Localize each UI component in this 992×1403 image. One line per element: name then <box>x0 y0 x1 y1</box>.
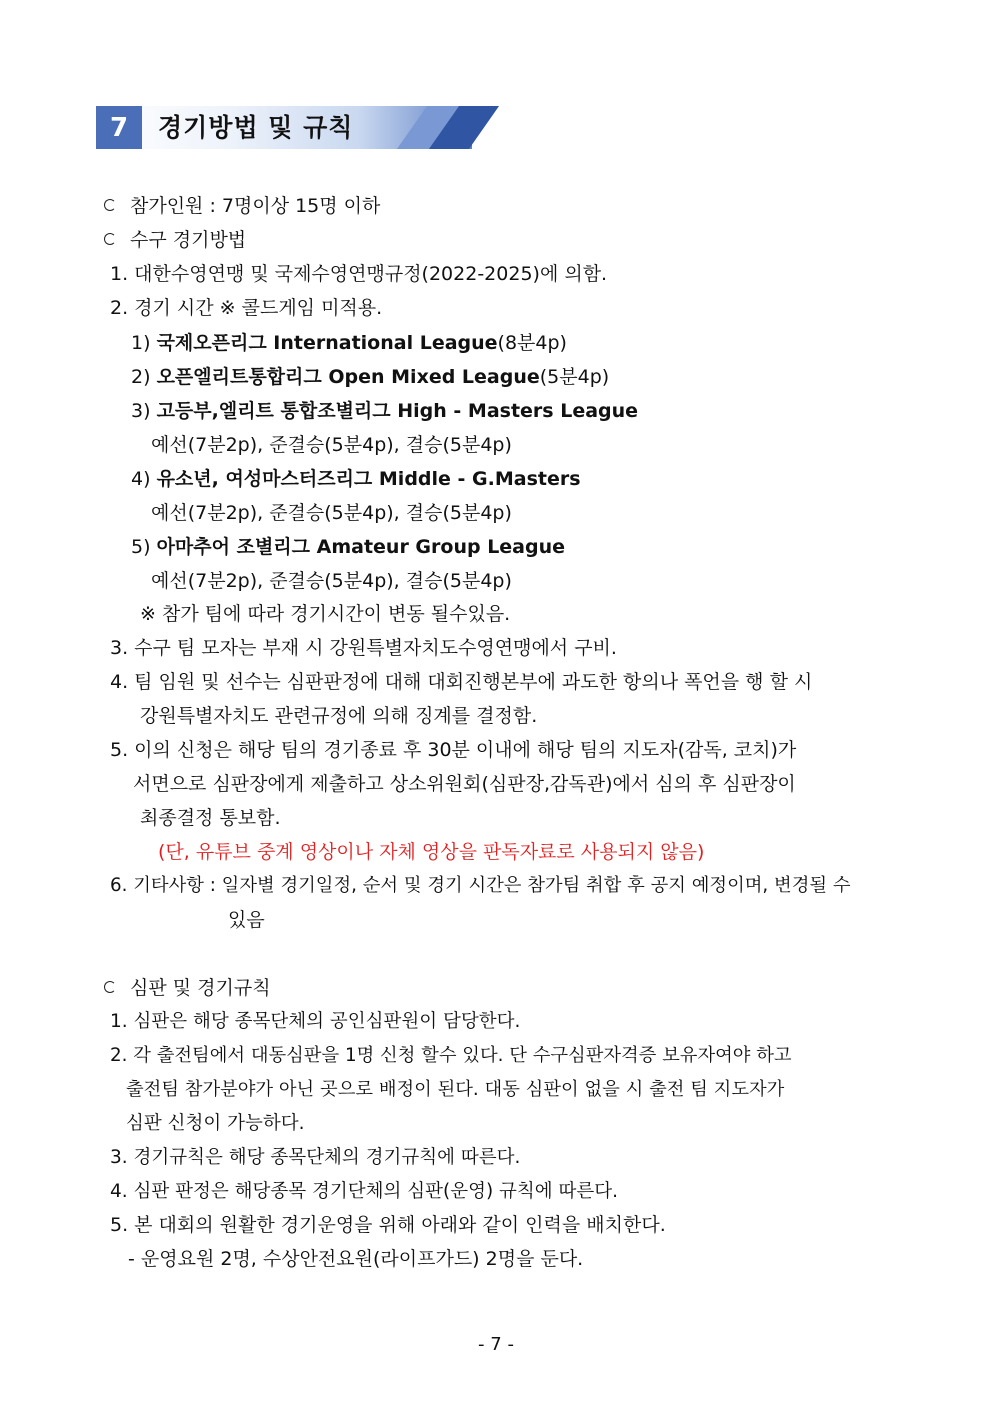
rule-5: 5. 이의 신청은 해당 팀의 경기종료 후 30분 이내에 해당 팀의 지도자(감독, 코치)가 <box>110 739 797 761</box>
league-number: 3) <box>131 400 151 422</box>
participants-text: 참가인원 : 7명이상 15명 이하 <box>130 195 381 217</box>
bullet-item <box>104 975 271 1001</box>
rule-6-cont: 있음 <box>228 909 265 931</box>
league-number: 4) <box>131 468 151 490</box>
bullet-item <box>104 193 380 219</box>
referee-rule-2-cont: 출전팀 참가분야가 아닌 곳으로 배정이 된다. 대동 심판이 없을 시 출전 팀 지도자가 <box>126 1079 785 1100</box>
rule-6: 6. 기타사항 : 일자별 경기일정, 순서 및 경기 시간은 참가팀 취합 후 공지 예정이며, 변경될 수 <box>110 875 851 896</box>
referee-rule-1: 1. 심판은 해당 종목단체의 공인심판원이 담당한다. <box>110 1011 521 1032</box>
league-time: (5분4p) <box>539 366 610 388</box>
league-time: (8분4p) <box>497 332 567 354</box>
league-name: 유소년, 여성마스터즈리그 Middle - G.Masters <box>156 468 581 490</box>
rule-5-cont: 최종결정 통보함. <box>140 807 281 829</box>
referee-rule-3: 3. 경기규칙은 해당 종목단체의 경기규칙에 따른다. <box>110 1147 521 1168</box>
league-name: 고등부,엘리트 통합조별리그 High - Masters League <box>156 400 639 422</box>
bullet-item <box>104 227 246 253</box>
league-1 <box>131 330 567 356</box>
rule-2: 2. 경기 시간 ※ 콜드게임 미적용. <box>110 297 383 319</box>
league-2 <box>131 364 609 390</box>
rule-4-cont: 강원특별자치도 관련규정에 의해 징계를 결정함. <box>140 705 538 727</box>
league-5 <box>131 534 565 560</box>
league-name: 국제오픈리그 International League <box>156 332 498 354</box>
league-name: 아마추어 조별리그 Amateur Group League <box>156 536 566 558</box>
time-note: ※ 참가 팀에 따라 경기시간이 변동 될수있음. <box>140 603 511 625</box>
staff-note: - 운영요원 2명, 수상안전요원(라이프가드) 2명을 둔다. <box>128 1248 584 1270</box>
rule-5-cont: 서면으로 심판장에게 제출하고 상소위원회(심판장,감독관)에서 심의 후 심판장이 <box>133 773 796 795</box>
section-number: 7 <box>96 106 142 149</box>
video-notice: (단, 유튜브 중계 영상이나 자체 영상을 판독자료로 사용되지 않음) <box>158 841 705 863</box>
league-4 <box>131 466 581 492</box>
circle-bullet-icon <box>104 199 116 211</box>
rule-4: 4. 팀 임원 및 선수는 심판판정에 대해 대회진행본부에 과도한 항의나 폭언을 행 할 시 <box>110 671 813 693</box>
league-3 <box>131 398 638 424</box>
method-heading: 수구 경기방법 <box>130 229 247 251</box>
league-number: 2) <box>131 366 151 388</box>
league-5-schedule: 예선(7분2p), 준결승(5분4p), 결승(5분4p) <box>151 570 512 592</box>
page-number: - 7 - <box>478 1334 514 1355</box>
referee-rule-2-cont: 심판 신청이 가능하다. <box>126 1113 305 1134</box>
league-4-schedule: 예선(7분2p), 준결승(5분4p), 결승(5분4p) <box>151 502 512 524</box>
league-number: 1) <box>131 332 151 354</box>
rule-1: 1. 대한수영연맹 및 국제수영연맹규정(2022-2025)에 의함. <box>110 263 608 285</box>
section-title: 경기방법 및 규칙 <box>158 113 354 142</box>
referee-rule-2: 2. 각 출전팀에서 대동심판을 1명 신청 할수 있다. 단 수구심판자격증 보유자여야 하고 <box>110 1045 792 1066</box>
circle-bullet-icon <box>104 981 116 993</box>
league-name: 오픈엘리트통합리그 Open Mixed League <box>156 366 540 388</box>
league-number: 5) <box>131 536 151 558</box>
referee-heading: 심판 및 경기규칙 <box>130 977 271 999</box>
circle-bullet-icon <box>104 233 116 245</box>
league-3-schedule: 예선(7분2p), 준결승(5분4p), 결승(5분4p) <box>151 434 512 456</box>
referee-rule-4: 4. 심판 판정은 해당종목 경기단체의 심판(운영) 규칙에 따른다. <box>110 1181 619 1202</box>
rule-3: 3. 수구 팀 모자는 부재 시 강원특별자치도수영연맹에서 구비. <box>110 637 617 659</box>
referee-rule-5: 5. 본 대회의 원활한 경기운영을 위해 아래와 같이 인력을 배치한다. <box>110 1214 666 1236</box>
